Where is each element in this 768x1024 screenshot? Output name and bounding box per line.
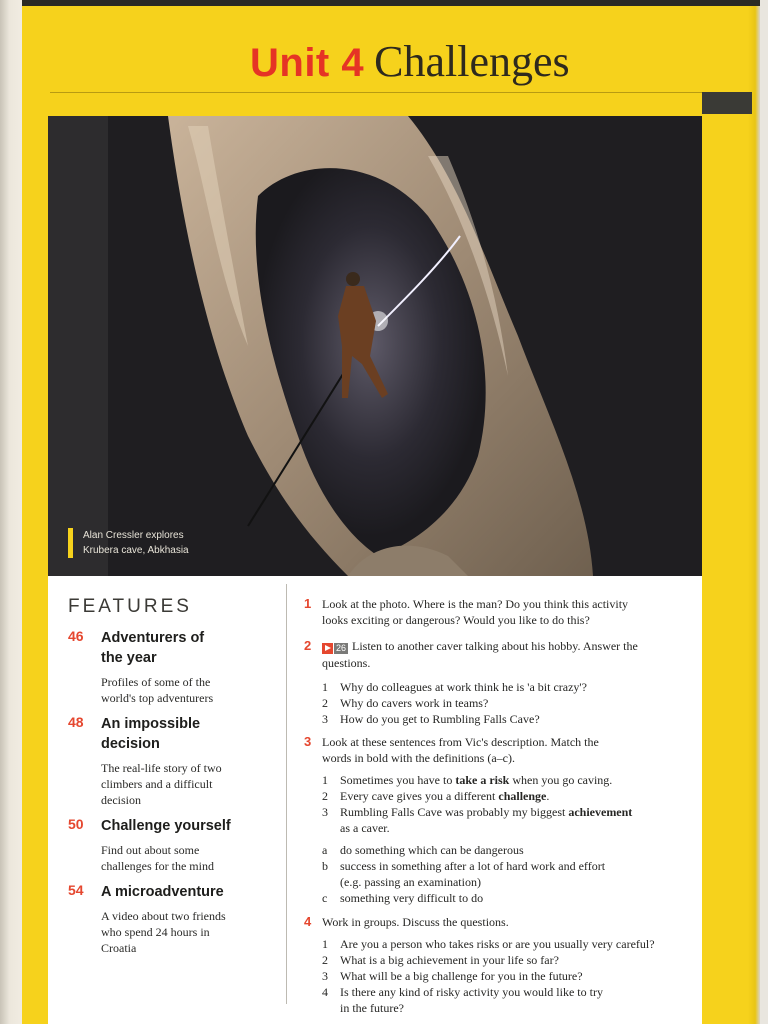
item-label: 4 xyxy=(322,985,328,999)
instruction-line: words in bold with the definitions (a–c). xyxy=(322,751,515,765)
feature-title-line: the year xyxy=(101,650,157,666)
sentence-item xyxy=(322,788,696,804)
feature-description xyxy=(101,760,268,808)
feature-title-line: An impossible xyxy=(101,716,201,732)
item-text: Are you a person who takes risks or are you usually very careful? xyxy=(340,937,655,951)
exercise-2 xyxy=(304,638,696,727)
question-item xyxy=(322,936,696,952)
feature-desc-line: Profiles of some of the xyxy=(101,675,211,689)
features-heading: FEATURES xyxy=(68,596,192,617)
exercise-4 xyxy=(304,914,696,1016)
page-edge xyxy=(748,0,760,1024)
column-divider xyxy=(286,584,287,1004)
book-spine xyxy=(0,0,24,1024)
instruction-line: Look at the photo. Where is the man? Do you think this activity xyxy=(322,597,629,611)
exercise-number: 1 xyxy=(304,596,312,611)
feature-description xyxy=(101,908,268,956)
exercise-3 xyxy=(304,734,696,906)
caption-line: Krubera cave, Abkhasia xyxy=(83,545,189,556)
title-rule xyxy=(50,92,702,93)
exercise-instruction xyxy=(322,734,696,766)
item-text: in the future? xyxy=(340,1001,404,1015)
exercise-instruction xyxy=(322,914,696,930)
item-label: 1 xyxy=(322,680,328,694)
bold-term: challenge xyxy=(498,789,547,803)
feature-description xyxy=(101,842,268,874)
feature-title-line: Adventurers of xyxy=(101,630,205,646)
item-text: as a caver. xyxy=(340,821,390,835)
feature-item[interactable] xyxy=(68,714,268,808)
definition-item xyxy=(322,842,696,858)
feature-desc-line: A video about two friends xyxy=(101,909,226,923)
unit-name: Challenges xyxy=(374,37,570,86)
sentence-item xyxy=(322,804,696,836)
feature-page-number: 54 xyxy=(68,882,84,898)
feature-desc-line: challenges for the mind xyxy=(101,859,214,873)
item-label: 2 xyxy=(322,789,328,803)
question-item xyxy=(322,711,696,727)
item-text: when you go caving. xyxy=(509,773,613,787)
item-label: 3 xyxy=(322,805,328,819)
feature-title xyxy=(101,714,268,754)
instruction-line: Work in groups. Discuss the questions. xyxy=(322,915,509,929)
exercise-number: 4 xyxy=(304,914,312,929)
feature-title xyxy=(101,628,268,668)
item-label: 3 xyxy=(322,969,328,983)
content-panel xyxy=(48,576,702,1024)
sentence-item xyxy=(322,772,696,788)
feature-desc-line: climbers and a difficult xyxy=(101,777,213,791)
item-label: c xyxy=(322,891,328,905)
exercise-number: 3 xyxy=(304,734,312,749)
bold-term: take a risk xyxy=(455,773,510,787)
caption-line: Alan Cressler explores xyxy=(83,530,184,541)
instruction-line: Look at these sentences from Vic's description. Match the xyxy=(322,735,599,749)
cave-photo-illustration xyxy=(48,116,702,576)
exercise-1 xyxy=(304,596,696,628)
audio-track-button[interactable] xyxy=(322,639,348,655)
feature-desc-line: world's top adventurers xyxy=(101,691,214,705)
definition-item xyxy=(322,858,696,890)
item-text: Why do cavers work in teams? xyxy=(340,696,489,710)
item-text: Sometimes you have to xyxy=(340,773,456,787)
item-text: How do you get to Rumbling Falls Cave? xyxy=(340,712,540,726)
feature-page-number: 48 xyxy=(68,714,84,730)
question-item xyxy=(322,968,696,984)
item-label: 1 xyxy=(322,773,328,787)
feature-item[interactable] xyxy=(68,816,268,874)
title-rule-tab xyxy=(702,92,752,114)
definition-item xyxy=(322,890,696,906)
exercise-number: 2 xyxy=(304,638,312,653)
item-label: 1 xyxy=(322,937,328,951)
feature-title-line: Challenge yourself xyxy=(101,818,231,834)
exercise-instruction xyxy=(322,596,696,628)
item-text: Is there any kind of risky activity you would like to try xyxy=(340,985,603,999)
feature-desc-line: who spend 24 hours in xyxy=(101,925,210,939)
item-label: b xyxy=(322,859,328,873)
feature-item[interactable] xyxy=(68,628,268,706)
item-text: something very difficult to do xyxy=(340,891,484,905)
feature-desc-line: Find out about some xyxy=(101,843,200,857)
exercise-instruction xyxy=(322,638,696,671)
feature-title-line: A microadventure xyxy=(101,884,224,900)
bold-term: achievement xyxy=(568,805,633,819)
play-icon xyxy=(322,643,333,654)
feature-description xyxy=(101,674,268,706)
unit-number: Unit 4 xyxy=(250,41,365,85)
item-label: 2 xyxy=(322,953,328,967)
question-item xyxy=(322,952,696,968)
photo-caption xyxy=(68,528,233,558)
feature-desc-line: Croatia xyxy=(101,941,137,955)
top-band xyxy=(22,0,760,6)
feature-page-number: 50 xyxy=(68,816,84,832)
question-item xyxy=(322,984,696,1016)
question-item xyxy=(322,679,696,695)
item-text: What will be a big challenge for you in the future? xyxy=(340,969,583,983)
item-label: a xyxy=(322,843,328,857)
cave-photo xyxy=(48,116,702,576)
item-text: Rumbling Falls Cave was probably my biggest xyxy=(340,805,569,819)
instruction-line: questions. xyxy=(322,656,371,670)
item-text: . xyxy=(546,789,550,803)
audio-track-number: 26 xyxy=(336,642,347,653)
item-text: success in something after a lot of hard work and effort xyxy=(340,859,606,873)
instruction-line: Listen to another caver talking about his hobby. Answer the xyxy=(352,639,638,653)
item-text: do something which can be dangerous xyxy=(340,843,524,857)
feature-desc-line: decision xyxy=(101,793,141,807)
feature-page-number: 46 xyxy=(68,628,84,644)
instruction-line: looks exciting or dangerous? Would you like to do this? xyxy=(322,613,590,627)
item-text: Every cave gives you a different xyxy=(340,789,499,803)
feature-item[interactable] xyxy=(68,882,268,956)
feature-title xyxy=(101,882,268,902)
feature-desc-line: The real-life story of two xyxy=(101,761,222,775)
item-text: (e.g. passing an examination) xyxy=(340,875,481,889)
item-text: Why do colleagues at work think he is 'a bit crazy'? xyxy=(340,680,587,694)
item-text: What is a big achievement in your life so far? xyxy=(340,953,559,967)
item-label: 3 xyxy=(322,712,328,726)
item-label: 2 xyxy=(322,696,328,710)
unit-title xyxy=(250,36,570,87)
question-item xyxy=(322,695,696,711)
feature-title xyxy=(101,816,268,836)
feature-title-line: decision xyxy=(101,736,160,752)
